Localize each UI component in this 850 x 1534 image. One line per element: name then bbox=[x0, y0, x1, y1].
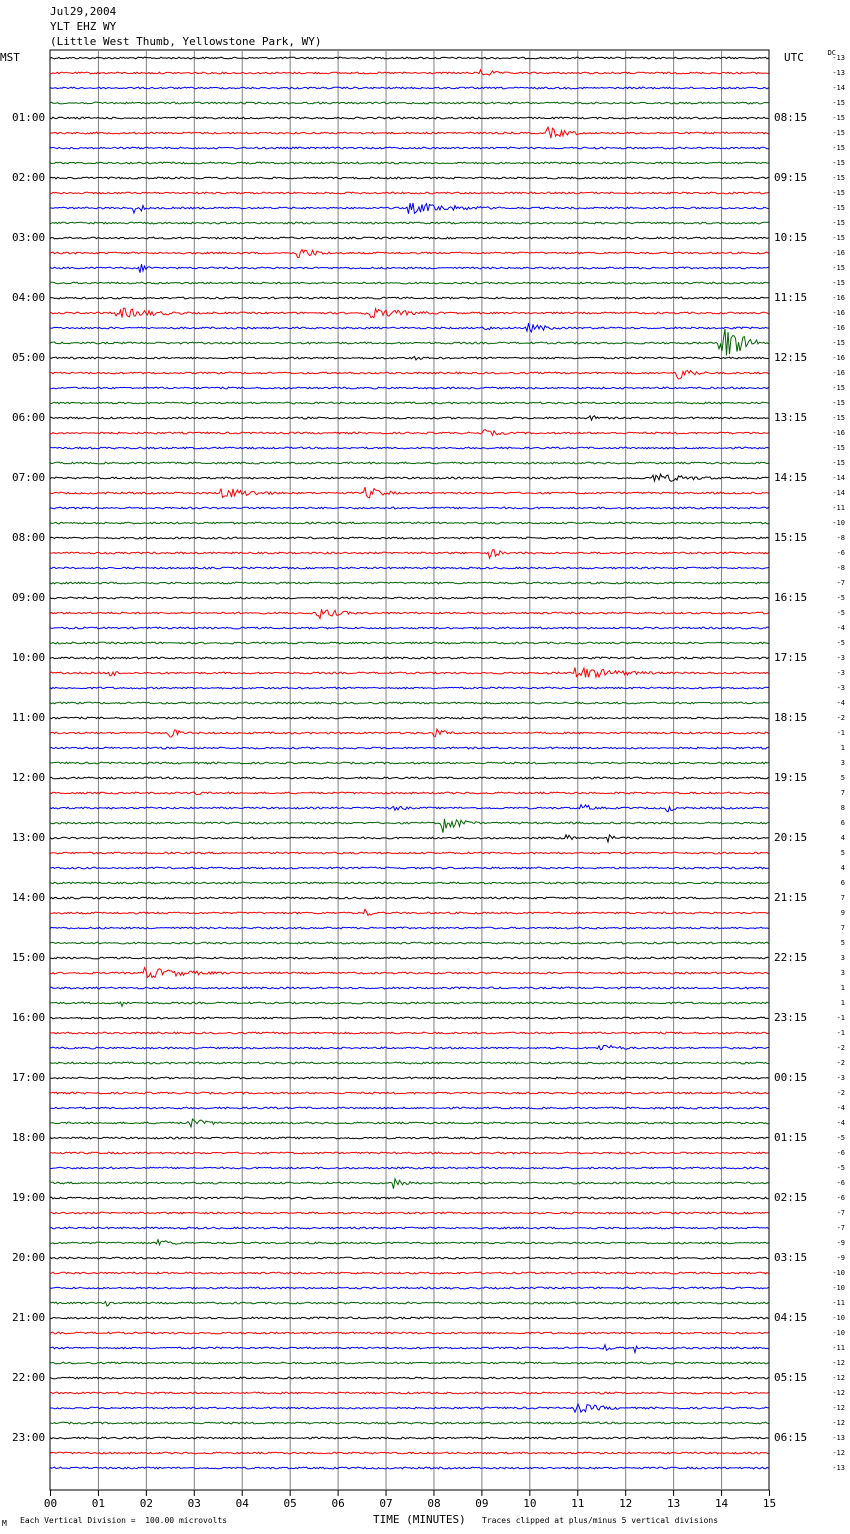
dc-offset-value: -2 bbox=[836, 1089, 845, 1097]
mst-hour-label: 19:00 bbox=[12, 1191, 46, 1204]
dc-offset-value: -15 bbox=[832, 399, 845, 407]
utc-hour-label: 03:15 bbox=[774, 1251, 808, 1264]
dc-offset-value: -15 bbox=[832, 339, 845, 347]
x-tick-label: 06 bbox=[331, 1497, 345, 1510]
utc-hour-label: 06:15 bbox=[774, 1431, 808, 1444]
trace-line-92 bbox=[50, 1422, 769, 1424]
mst-hour-label: 08:00 bbox=[12, 531, 46, 544]
scale-note: Each Vertical Division = 100.00 microvolts bbox=[20, 1516, 228, 1525]
trace-line-91 bbox=[50, 1404, 769, 1412]
dc-offset-value: -5 bbox=[836, 1164, 845, 1172]
trace-line-32 bbox=[50, 522, 769, 524]
dc-offset-value: -2 bbox=[836, 714, 845, 722]
dc-offset-value: -12 bbox=[832, 1419, 845, 1427]
trace-line-25 bbox=[50, 416, 769, 421]
dc-offset-value: 6 bbox=[840, 879, 845, 887]
dc-offset-value: -7 bbox=[836, 1209, 845, 1217]
x-tick-label: 09 bbox=[475, 1497, 489, 1510]
dc-offset-value: -4 bbox=[836, 699, 845, 707]
x-axis-label: TIME (MINUTES) bbox=[373, 1513, 466, 1526]
dc-offset-value: -5 bbox=[836, 639, 845, 647]
trace-line-69 bbox=[50, 1077, 769, 1079]
mst-hour-label: 15:00 bbox=[12, 951, 46, 964]
utc-hour-label: 12:15 bbox=[774, 351, 808, 364]
dc-offset-value: -3 bbox=[836, 654, 845, 662]
x-tick-label: 01 bbox=[91, 1497, 106, 1510]
dc-offset-value: -16 bbox=[832, 294, 845, 302]
trace-line-52 bbox=[50, 819, 769, 833]
mst-hour-label: 11:00 bbox=[12, 711, 46, 724]
mst-hour-label: 02:00 bbox=[12, 171, 46, 184]
dc-offset-value: -16 bbox=[832, 369, 845, 377]
utc-hour-label: 10:15 bbox=[774, 231, 808, 244]
corner-mark: M bbox=[2, 1519, 7, 1528]
trace-line-9 bbox=[50, 177, 769, 179]
trace-line-28 bbox=[50, 462, 769, 464]
trace-line-21 bbox=[50, 357, 769, 360]
trace-line-94 bbox=[50, 1452, 769, 1454]
dc-offset-value: -16 bbox=[832, 249, 845, 257]
trace-line-36 bbox=[50, 582, 769, 584]
trace-line-83 bbox=[50, 1287, 769, 1289]
dc-offset-value: -13 bbox=[832, 54, 845, 62]
dc-offset-value: -16 bbox=[832, 324, 845, 332]
dc-offset-value: -2 bbox=[836, 1044, 845, 1052]
mst-hour-label: 07:00 bbox=[12, 471, 46, 484]
trace-line-7 bbox=[50, 147, 769, 149]
x-tick-label: 05 bbox=[283, 1497, 297, 1510]
dc-offset-value: -15 bbox=[832, 264, 845, 272]
dc-offset-value: -6 bbox=[836, 1149, 845, 1157]
trace-line-80 bbox=[50, 1240, 769, 1245]
trace-line-23 bbox=[50, 387, 769, 389]
utc-label: UTC bbox=[784, 51, 804, 64]
trace-line-29 bbox=[50, 474, 769, 481]
dc-offset-value: -4 bbox=[836, 624, 845, 632]
plot-date: Jul29,2004 bbox=[50, 5, 117, 18]
mst-hour-label: 01:00 bbox=[12, 111, 46, 124]
x-tick-label: 08 bbox=[427, 1497, 441, 1510]
plot-frame bbox=[50, 50, 769, 1490]
dc-offset-value: -13 bbox=[832, 1464, 845, 1472]
trace-line-46 bbox=[50, 729, 769, 737]
trace-line-56 bbox=[50, 882, 769, 884]
utc-hour-label: 11:15 bbox=[774, 291, 808, 304]
dc-offset-value: -15 bbox=[832, 444, 845, 452]
trace-line-72 bbox=[50, 1119, 769, 1127]
dc-offset-value: -10 bbox=[832, 1329, 845, 1337]
dc-offset-value: -3 bbox=[836, 669, 845, 677]
utc-hour-label: 09:15 bbox=[774, 171, 808, 184]
dc-offset-value: -2 bbox=[836, 1059, 845, 1067]
dc-offset-value: 4 bbox=[840, 834, 845, 842]
dc-offset-value: -6 bbox=[836, 1179, 845, 1187]
mst-hour-label: 14:00 bbox=[12, 891, 46, 904]
trace-line-93 bbox=[50, 1437, 769, 1439]
trace-line-38 bbox=[50, 609, 769, 618]
trace-line-51 bbox=[50, 805, 769, 812]
dc-offset-value: -4 bbox=[836, 1119, 845, 1127]
trace-line-35 bbox=[50, 567, 769, 569]
dc-offset-value: -15 bbox=[832, 204, 845, 212]
utc-hour-label: 23:15 bbox=[774, 1011, 808, 1024]
dc-offset-value: -11 bbox=[832, 1344, 845, 1352]
utc-hour-label: 13:15 bbox=[774, 411, 808, 424]
dc-offset-value: -10 bbox=[832, 519, 845, 527]
dc-offset-value: -4 bbox=[836, 1104, 845, 1112]
mst-hour-label: 17:00 bbox=[12, 1071, 46, 1084]
mst-hour-label: 16:00 bbox=[12, 1011, 46, 1024]
trace-line-60 bbox=[50, 942, 769, 944]
utc-hour-label: 20:15 bbox=[774, 831, 808, 844]
trace-line-70 bbox=[50, 1092, 769, 1094]
trace-line-86 bbox=[50, 1332, 769, 1334]
dc-offset-value: -12 bbox=[832, 1374, 845, 1382]
dc-offset-value: -14 bbox=[832, 489, 845, 497]
trace-line-64 bbox=[50, 1002, 769, 1006]
utc-hour-label: 00:15 bbox=[774, 1071, 808, 1084]
mst-hour-label: 12:00 bbox=[12, 771, 46, 784]
trace-line-63 bbox=[50, 987, 769, 989]
trace-line-11 bbox=[50, 203, 769, 214]
trace-line-68 bbox=[50, 1062, 769, 1064]
dc-offset-value: -15 bbox=[832, 129, 845, 137]
trace-line-33 bbox=[50, 537, 769, 539]
dc-offset-value: 3 bbox=[840, 969, 845, 977]
trace-line-31 bbox=[50, 507, 769, 509]
dc-offset-value: 6 bbox=[840, 819, 845, 827]
mst-hour-label: 23:00 bbox=[12, 1431, 46, 1444]
dc-offset-value: 8 bbox=[840, 804, 845, 812]
x-tick-label: 03 bbox=[187, 1497, 201, 1510]
utc-hour-label: 01:15 bbox=[774, 1131, 808, 1144]
utc-hour-label: 05:15 bbox=[774, 1371, 808, 1384]
trace-line-79 bbox=[50, 1227, 769, 1229]
dc-offset-value: 5 bbox=[840, 774, 845, 782]
trace-line-58 bbox=[50, 909, 769, 915]
utc-hour-label: 18:15 bbox=[774, 711, 808, 724]
x-tick-label: 02 bbox=[139, 1497, 153, 1510]
trace-line-16 bbox=[50, 282, 769, 284]
dc-offset-value: -7 bbox=[836, 579, 845, 587]
trace-line-12 bbox=[50, 222, 769, 224]
trace-line-53 bbox=[50, 835, 769, 842]
dc-offset-value: -15 bbox=[832, 219, 845, 227]
dc-offset-value: -15 bbox=[832, 234, 845, 242]
trace-line-57 bbox=[50, 897, 769, 899]
dc-offset-value: -11 bbox=[832, 504, 845, 512]
trace-line-62 bbox=[50, 968, 769, 978]
mst-hour-label: 04:00 bbox=[12, 291, 46, 304]
dc-offset-value: -1 bbox=[836, 729, 845, 737]
trace-line-39 bbox=[50, 627, 769, 629]
trace-line-26 bbox=[50, 430, 769, 436]
dc-offset-value: -8 bbox=[836, 564, 845, 572]
trace-line-67 bbox=[50, 1045, 769, 1049]
dc-offset-value: 1 bbox=[840, 744, 845, 752]
trace-line-15 bbox=[50, 264, 769, 273]
clip-note: Traces clipped at plus/minus 5 vertical divisions bbox=[482, 1516, 719, 1525]
trace-line-43 bbox=[50, 687, 769, 689]
trace-line-90 bbox=[50, 1392, 769, 1394]
dc-offset-value: -10 bbox=[832, 1269, 845, 1277]
mst-label: MST bbox=[0, 51, 20, 64]
trace-line-89 bbox=[50, 1377, 769, 1379]
trace-line-75 bbox=[50, 1167, 769, 1169]
mst-hour-label: 03:00 bbox=[12, 231, 46, 244]
trace-line-17 bbox=[50, 297, 769, 299]
trace-line-22 bbox=[50, 371, 769, 379]
mst-hour-label: 21:00 bbox=[12, 1311, 46, 1324]
x-tick-label: 07 bbox=[379, 1497, 393, 1510]
dc-offset-value: -16 bbox=[832, 354, 845, 362]
trace-line-27 bbox=[50, 447, 769, 449]
trace-line-78 bbox=[50, 1212, 769, 1214]
dc-offset-value: -5 bbox=[836, 609, 845, 617]
mst-hour-label: 06:00 bbox=[12, 411, 46, 424]
trace-line-37 bbox=[50, 597, 769, 599]
x-tick-label: 14 bbox=[714, 1497, 729, 1510]
dc-offset-value: -15 bbox=[832, 159, 845, 167]
dc-offset-value: -15 bbox=[832, 114, 845, 122]
dc-offset-value: -14 bbox=[832, 84, 845, 92]
dc-offset-value: -10 bbox=[832, 1314, 845, 1322]
dc-offset-value: -12 bbox=[832, 1449, 845, 1457]
utc-hour-label: 15:15 bbox=[774, 531, 808, 544]
trace-line-66 bbox=[50, 1032, 769, 1034]
trace-line-44 bbox=[50, 702, 769, 704]
dc-offset-value: -3 bbox=[836, 684, 845, 692]
dc-offset-value: -1 bbox=[836, 1014, 845, 1022]
trace-line-59 bbox=[50, 927, 769, 929]
x-tick-label: 00 bbox=[43, 1497, 58, 1510]
dc-offset-value: -11 bbox=[832, 1299, 845, 1307]
trace-line-40 bbox=[50, 642, 769, 644]
dc-offset-value: -12 bbox=[832, 1359, 845, 1367]
dc-offset-value: -6 bbox=[836, 1194, 845, 1202]
utc-hour-label: 02:15 bbox=[774, 1191, 808, 1204]
trace-line-82 bbox=[50, 1272, 769, 1274]
trace-line-74 bbox=[50, 1152, 769, 1154]
dc-offset-value: -15 bbox=[832, 174, 845, 182]
dc-offset-value: 5 bbox=[840, 939, 845, 947]
trace-line-6 bbox=[50, 127, 769, 138]
mst-hour-label: 09:00 bbox=[12, 591, 46, 604]
trace-line-73 bbox=[50, 1137, 769, 1139]
x-tick-label: 12 bbox=[619, 1497, 633, 1510]
dc-offset-value: -8 bbox=[836, 534, 845, 542]
dc-offset-value: 7 bbox=[840, 894, 845, 902]
dc-offset-value: 7 bbox=[840, 924, 845, 932]
dc-offset-value: 1 bbox=[840, 999, 845, 1007]
dc-offset-value: 4 bbox=[840, 864, 845, 872]
utc-hour-label: 14:15 bbox=[774, 471, 808, 484]
mst-hour-label: 13:00 bbox=[12, 831, 46, 844]
dc-offset-value: 7 bbox=[840, 789, 845, 797]
trace-line-5 bbox=[50, 117, 769, 119]
dc-offset-value: -14 bbox=[832, 474, 845, 482]
dc-offset-value: -15 bbox=[832, 414, 845, 422]
utc-hour-label: 04:15 bbox=[774, 1311, 808, 1324]
dc-offset-value: -12 bbox=[832, 1389, 845, 1397]
x-tick-label: 11 bbox=[571, 1497, 585, 1510]
trace-line-24 bbox=[50, 402, 769, 404]
dc-label: DC bbox=[827, 49, 836, 57]
trace-line-14 bbox=[50, 249, 769, 257]
dc-offset-value: -6 bbox=[836, 549, 845, 557]
dc-offset-value: -15 bbox=[832, 459, 845, 467]
dc-offset-value: -15 bbox=[832, 384, 845, 392]
mst-hour-label: 22:00 bbox=[12, 1371, 46, 1384]
trace-line-87 bbox=[50, 1345, 769, 1353]
trace-line-8 bbox=[50, 162, 769, 164]
utc-hour-label: 16:15 bbox=[774, 591, 808, 604]
trace-line-65 bbox=[50, 1017, 769, 1019]
dc-offset-value: -15 bbox=[832, 99, 845, 107]
dc-offset-value: -10 bbox=[832, 1284, 845, 1292]
trace-line-10 bbox=[50, 192, 769, 194]
utc-hour-label: 19:15 bbox=[774, 771, 808, 784]
dc-offset-value: -13 bbox=[832, 69, 845, 77]
trace-line-50 bbox=[50, 792, 769, 795]
trace-line-20 bbox=[50, 329, 769, 355]
dc-offset-value: -12 bbox=[832, 1404, 845, 1412]
trace-line-61 bbox=[50, 957, 769, 959]
dc-offset-value: -15 bbox=[832, 189, 845, 197]
dc-offset-value: -7 bbox=[836, 1224, 845, 1232]
trace-line-18 bbox=[50, 308, 769, 318]
utc-hour-label: 17:15 bbox=[774, 651, 808, 664]
dc-offset-value: -9 bbox=[836, 1254, 845, 1262]
dc-offset-value: -16 bbox=[832, 429, 845, 437]
station-location: (Little West Thumb, Yellowstone Park, WY) bbox=[50, 35, 322, 48]
trace-line-55 bbox=[50, 867, 769, 869]
trace-line-45 bbox=[50, 717, 769, 719]
trace-line-41 bbox=[50, 657, 769, 659]
trace-line-49 bbox=[50, 777, 769, 779]
dc-offset-value: 1 bbox=[840, 984, 845, 992]
trace-line-13 bbox=[50, 237, 769, 239]
trace-line-30 bbox=[50, 487, 769, 498]
dc-offset-value: -1 bbox=[836, 1029, 845, 1037]
dc-offset-value: 5 bbox=[840, 849, 845, 857]
x-tick-label: 13 bbox=[667, 1497, 681, 1510]
dc-offset-value: 3 bbox=[840, 954, 845, 962]
trace-line-3 bbox=[50, 87, 769, 89]
utc-hour-label: 21:15 bbox=[774, 891, 808, 904]
mst-hour-label: 05:00 bbox=[12, 351, 46, 364]
dc-offset-value: -15 bbox=[832, 144, 845, 152]
dc-offset-value: 9 bbox=[840, 909, 845, 917]
mst-hour-label: 10:00 bbox=[12, 651, 46, 664]
trace-line-42 bbox=[50, 668, 769, 678]
trace-line-2 bbox=[50, 70, 769, 75]
utc-hour-label: 08:15 bbox=[774, 111, 808, 124]
dc-offset-value: -16 bbox=[832, 309, 845, 317]
trace-line-77 bbox=[50, 1197, 769, 1199]
dc-offset-value: -13 bbox=[832, 1434, 845, 1442]
mst-hour-label: 20:00 bbox=[12, 1251, 46, 1264]
utc-hour-label: 22:15 bbox=[774, 951, 808, 964]
trace-line-88 bbox=[50, 1362, 769, 1364]
station-code: YLT EHZ WY bbox=[50, 20, 117, 33]
x-tick-label: 04 bbox=[235, 1497, 249, 1510]
x-tick-label: 10 bbox=[523, 1497, 537, 1510]
dc-offset-value: -15 bbox=[832, 279, 845, 287]
trace-line-48 bbox=[50, 762, 769, 764]
trace-line-85 bbox=[50, 1317, 769, 1319]
dc-offset-value: 3 bbox=[840, 759, 845, 767]
trace-line-47 bbox=[50, 747, 769, 749]
trace-line-19 bbox=[50, 323, 769, 332]
trace-line-84 bbox=[50, 1301, 769, 1306]
trace-line-95 bbox=[50, 1467, 769, 1469]
dc-offset-value: -5 bbox=[836, 594, 845, 602]
trace-line-34 bbox=[50, 550, 769, 559]
trace-line-71 bbox=[50, 1107, 769, 1109]
trace-line-1 bbox=[50, 57, 769, 59]
dc-offset-value: -5 bbox=[836, 1134, 845, 1142]
x-tick-label: 15 bbox=[762, 1497, 777, 1510]
dc-offset-value: -9 bbox=[836, 1239, 845, 1247]
trace-line-76 bbox=[50, 1179, 769, 1189]
trace-line-54 bbox=[50, 852, 769, 854]
dc-offset-value: -3 bbox=[836, 1074, 845, 1082]
trace-line-81 bbox=[50, 1257, 769, 1259]
trace-line-4 bbox=[50, 102, 769, 104]
mst-hour-label: 18:00 bbox=[12, 1131, 46, 1144]
